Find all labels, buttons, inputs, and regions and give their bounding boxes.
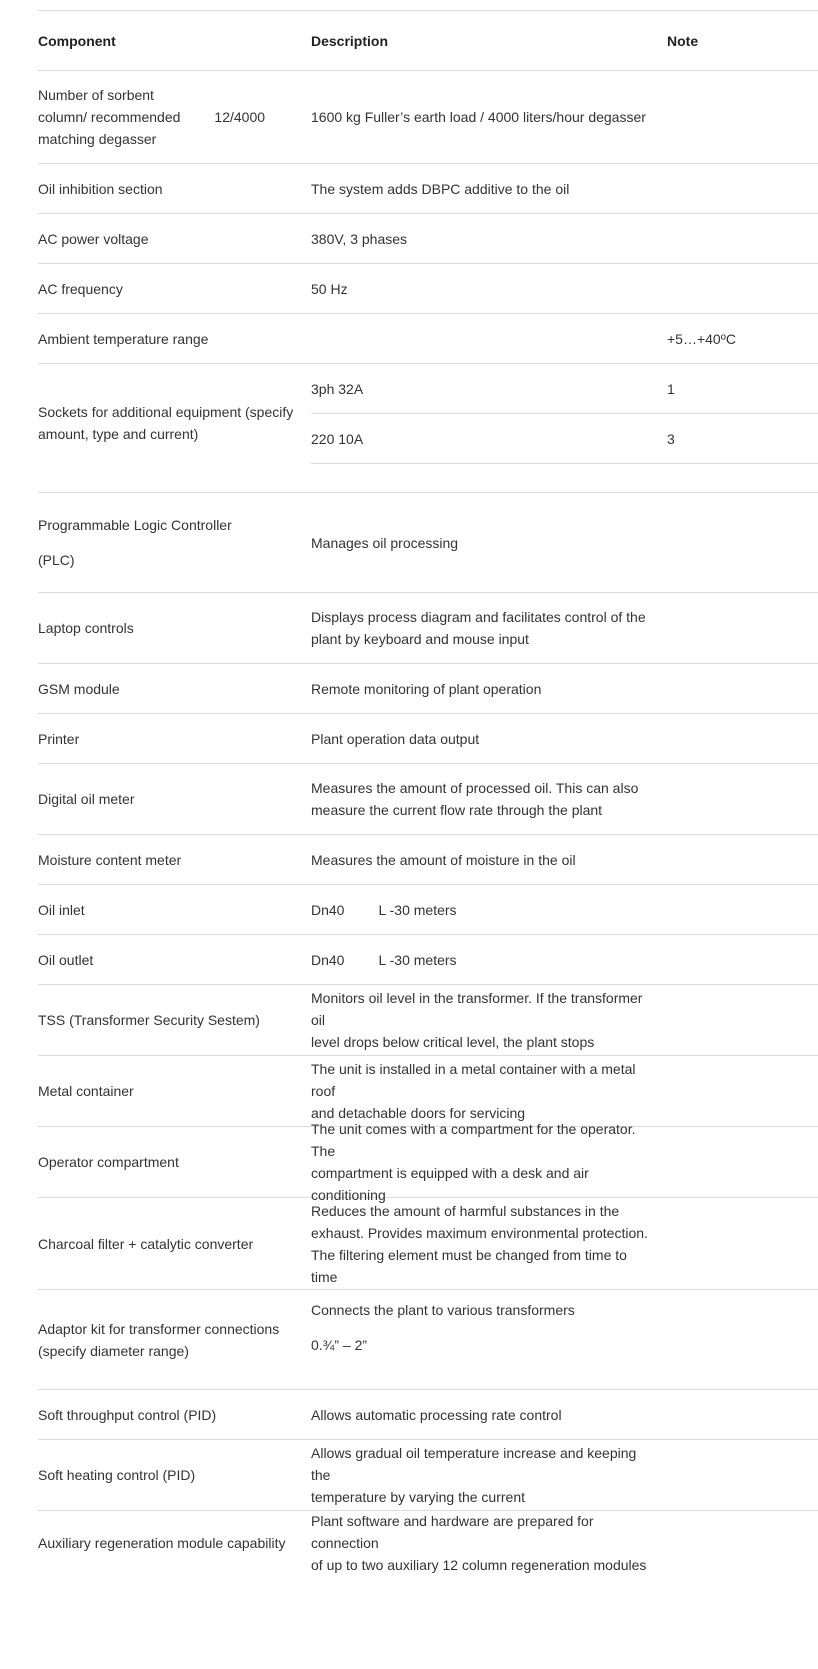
table-row <box>38 313 818 363</box>
table-row <box>38 1055 818 1126</box>
cell-component: Laptop controls <box>38 620 134 636</box>
cell-component: Ambient temperature range <box>38 330 209 347</box>
cell-component: Digital oil meter <box>38 791 135 807</box>
cell-description: The unit is installed in a metal container with a metal roof and detachable doors for servicing <box>311 1061 636 1121</box>
header-description: Description <box>311 32 389 49</box>
cell-component: Auxiliary regeneration module capability <box>38 1534 286 1551</box>
cell-description: 1600 kg Fuller’s earth load / 4000 liters/hour degasser <box>311 109 646 125</box>
cell-component: Metal container <box>38 1083 134 1099</box>
table-row <box>38 592 818 663</box>
cell-component: Moisture content meter <box>38 851 182 868</box>
table-row <box>38 1389 818 1439</box>
header-component: Component <box>38 32 116 49</box>
table-row <box>38 263 818 313</box>
table-row <box>38 1197 818 1289</box>
cell-description: Measures the amount of processed oil. This can also measure the current flow rate through the plant <box>311 780 639 818</box>
table-row <box>38 213 818 263</box>
cell-description: Measures the amount of moisture in the oil <box>311 851 576 868</box>
cell-description: Plant operation data output <box>311 730 480 747</box>
cell-component: Oil outlet <box>38 951 94 968</box>
cell-component: Programmable Logic Controller (PLC) <box>38 517 232 568</box>
cell-description: Plant software and hardware are prepared for connection of up to two auxiliary 12 column regeneration modules <box>311 1512 647 1573</box>
table-row <box>38 884 818 934</box>
table-row <box>38 663 818 713</box>
cell-description: Reduces the amount of harmful substances in the exhaust. Provides maximum environmental protection. The filtering element must be changed from time to time <box>311 1202 648 1285</box>
table-row <box>38 1289 818 1389</box>
header-note: Note <box>667 32 699 49</box>
cell-component: Soft heating control (PID) <box>38 1467 196 1483</box>
cell-component: Sockets for additional equipment (specify amount, type and current) <box>38 404 294 442</box>
cell-description: The unit comes with a compartment for the operator. The compartment is equipped with a desk and air conditioning <box>311 1121 636 1203</box>
cell-description: 220 10A <box>311 430 364 447</box>
sockets-subtable <box>311 364 818 492</box>
table-row <box>38 984 818 1055</box>
cell-description: Allows gradual oil temperature increase and keeping the temperature by varying the current <box>311 1445 637 1505</box>
cell-description: 50 Hz <box>311 280 348 297</box>
table-row <box>38 934 818 984</box>
table-row <box>38 763 818 834</box>
sub-row <box>311 414 818 464</box>
table-row <box>38 713 818 763</box>
cell-component: Adaptor kit for transformer connections (specify diameter range) <box>38 1320 280 1359</box>
cell-component: Printer <box>38 730 80 747</box>
cell-description: Remote monitoring of plant operation <box>311 680 542 697</box>
cell-component: AC power voltage <box>38 230 149 247</box>
table-row <box>38 1439 818 1510</box>
cell-note: +5…+40ºC <box>667 330 736 347</box>
cell-description: The system adds DBPC additive to the oil <box>311 180 570 197</box>
cell-note: 3 <box>667 430 675 447</box>
cell-component: Number of sorbent column/ recommended 12/4000 matching degasser <box>38 87 266 147</box>
table-row <box>38 834 818 884</box>
table-row <box>38 1121 818 1203</box>
cell-description: Manages oil processing <box>311 534 459 551</box>
cell-component: TSS (Transformer Security Sestem) <box>38 1012 260 1028</box>
cell-component: Operator compartment <box>38 1154 179 1170</box>
cell-component: Charcoal filter + catalytic converter <box>38 1235 254 1252</box>
table-row <box>38 363 818 492</box>
cell-description: 3ph 32A <box>311 380 364 397</box>
spec-table <box>38 0 818 1574</box>
cell-note: 1 <box>667 380 675 397</box>
cell-component: AC frequency <box>38 280 123 297</box>
table-header <box>38 10 818 70</box>
cell-component: Oil inhibition section <box>38 180 163 197</box>
table-row <box>38 70 818 163</box>
table-row <box>38 492 818 592</box>
table-row <box>38 1510 818 1574</box>
cell-description: 380V, 3 phases <box>311 230 408 247</box>
cell-description: Displays process diagram and facilitates control of the plant by keyboard and mouse input <box>311 609 646 647</box>
cell-description: Monitors oil level in the transformer. If the transformer oil level drops below critical level, the plant stops <box>311 990 643 1050</box>
cell-component: Oil inlet <box>38 901 85 918</box>
sub-row <box>311 364 818 414</box>
cell-component: Soft throughput control (PID) <box>38 1406 217 1423</box>
cell-description: Dn40 L -30 meters <box>311 951 457 968</box>
table-row <box>38 163 818 213</box>
cell-description: Dn40 L -30 meters <box>311 901 457 918</box>
cell-component: GSM module <box>38 680 120 697</box>
cell-description: Connects the plant to various transformers 0.¾” – 2” <box>311 1302 575 1353</box>
cell-description: Allows automatic processing rate control <box>311 1406 562 1423</box>
